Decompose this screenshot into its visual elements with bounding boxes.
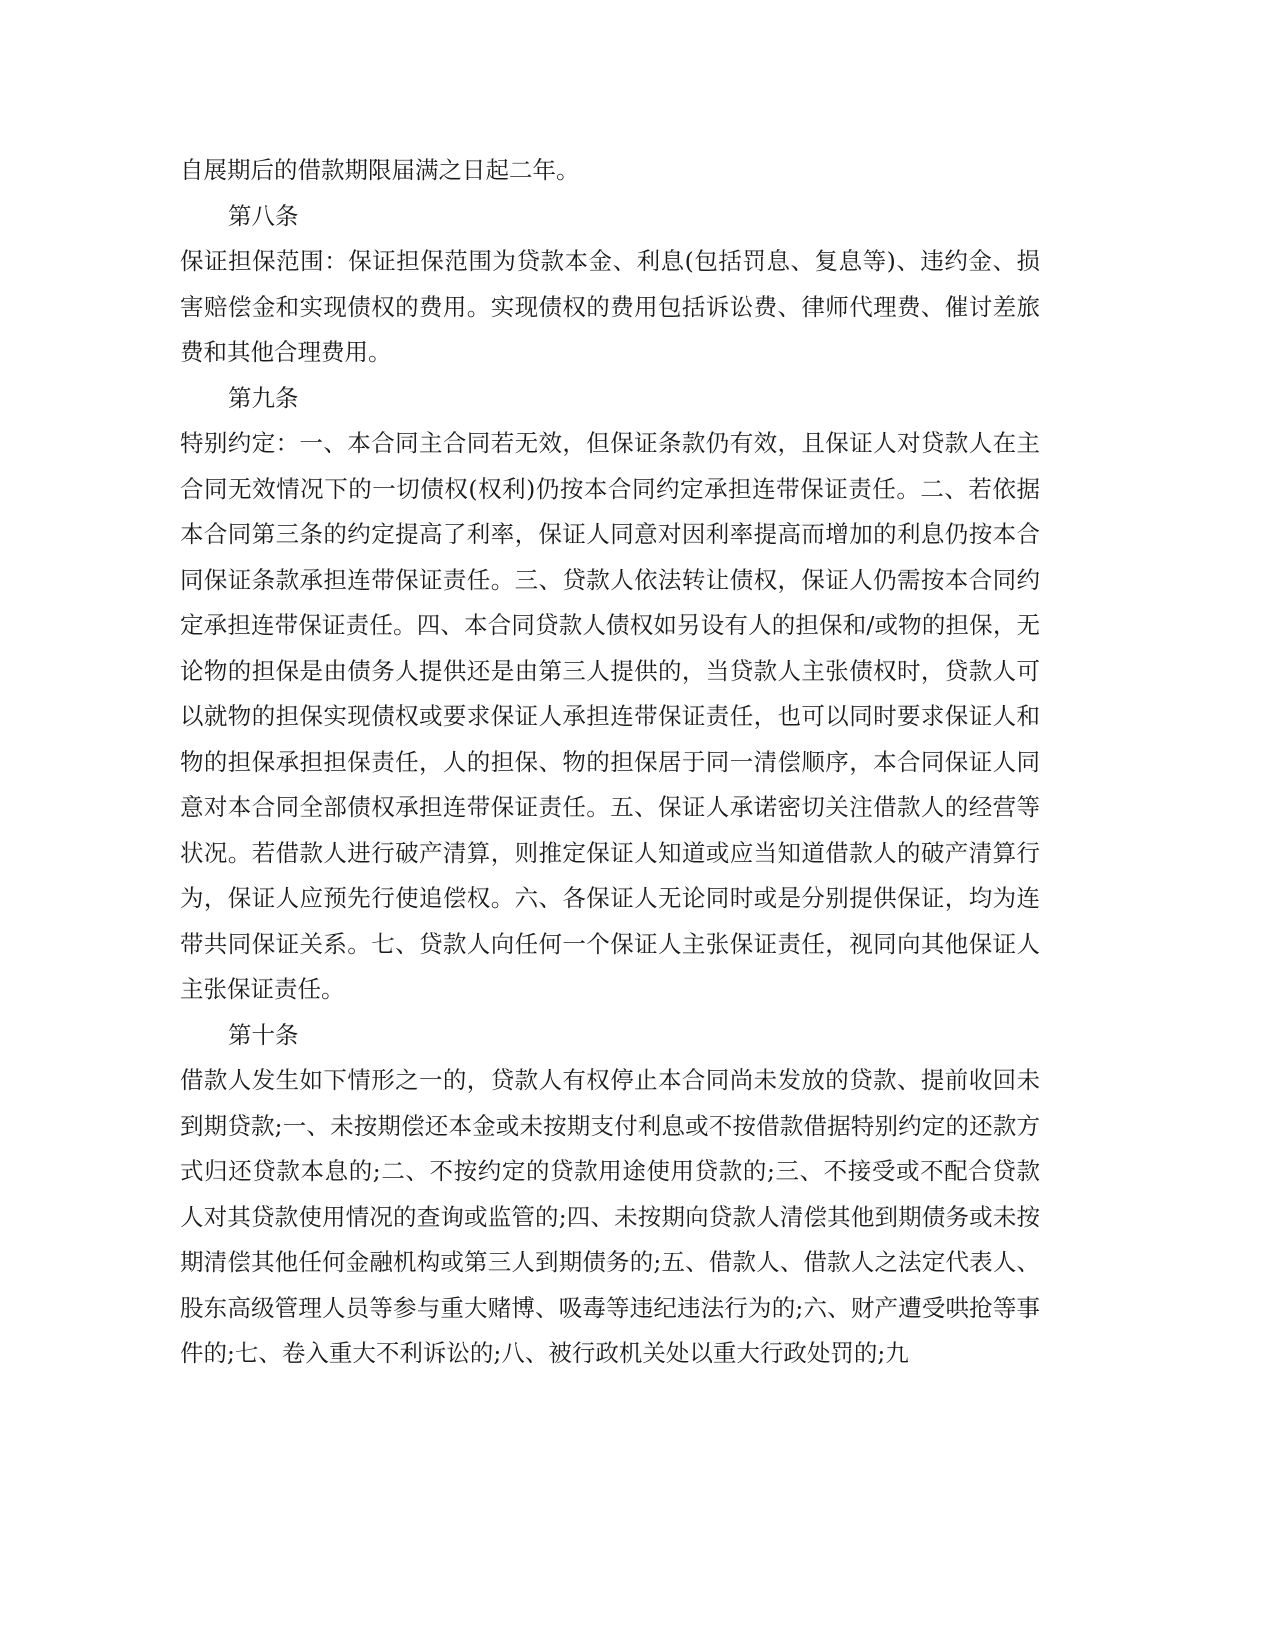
paragraph-special-agreements: 特别约定：一、本合同主合同若无效，但保证条款仍有效，且保证人对贷款人在主合同无效情况下的一切债权(权利)仍按本合同约定承担连带保证责任。二、若依据本合同第三条的约定提高了利率，保证人同意对因利率提高而增加的利息仍按本合同保证条款承担连带保证责任。三、贷款人依法转让债权，保证人仍需按本合同约定承担连带保证责任。四、本合同贷款人债权如另设有人的担保和/或物的担保，无论物的担保是由债务人提供还是由第三人提供的，当贷款人主张债权时，贷款人可以就物的担保实现债权或要求保证人承担连带保证责任，也可以同时要求保证人和物的担保承担担保责任，人的担保、物的担保居于同一清偿顺序，本合同保证人同意对本合同全部债权承担连带保证责任。五、保证人承诺密切关注借款人的经营等状况。若借款人进行破产清算，则推定保证人知道或应当知道借款人的破产清算行为，保证人应预先行使追偿权。六、各保证人无论同时或是分别提供保证，均为连带共同保证关系。七、贷款人向任何一个保证人主张保证责任，视同向其他保证人主张保证责任。 (180, 429, 1040, 1003)
paragraph-default-events: 借款人发生如下情形之一的，贷款人有权停止本合同尚未发放的贷款、提前收回未到期贷款;一、未按期偿还本金或未按期支付利息或不按借款借据特别约定的还款方式归还贷款本息的;二、不按约定的贷款用途使用贷款的;三、不接受或不配合贷款人对其贷款使用情况的查询或监管的;四、未按期向贷款人清偿其他到期债务或未按期清偿其他任何金融机构或第三人到期债务的;五、借款人、借款人之法定代表人、股东高级管理人员等参与重大赌博、吸毒等违纪违法行为的;六、财产遭受哄抢等事件的;七、卷入重大不利诉讼的;八、被行政机关处以重大行政处罚的;九 (180, 1066, 1040, 1367)
paragraph-term-continuation: 自展期后的借款期限届满之日起二年。 (180, 156, 580, 184)
document-body (180, 148, 1040, 1377)
heading-article-9: 第九条 (228, 383, 299, 412)
heading-article-10: 第十条 (228, 1020, 299, 1049)
heading-article-8: 第八条 (228, 201, 299, 230)
paragraph-guarantee-scope: 保证担保范围：保证担保范围为贷款本金、利息(包括罚息、复息等)、违约金、损害赔偿金和实现债权的费用。实现债权的费用包括诉讼费、律师代理费、催讨差旅费和其他合理费用。 (180, 247, 1040, 366)
